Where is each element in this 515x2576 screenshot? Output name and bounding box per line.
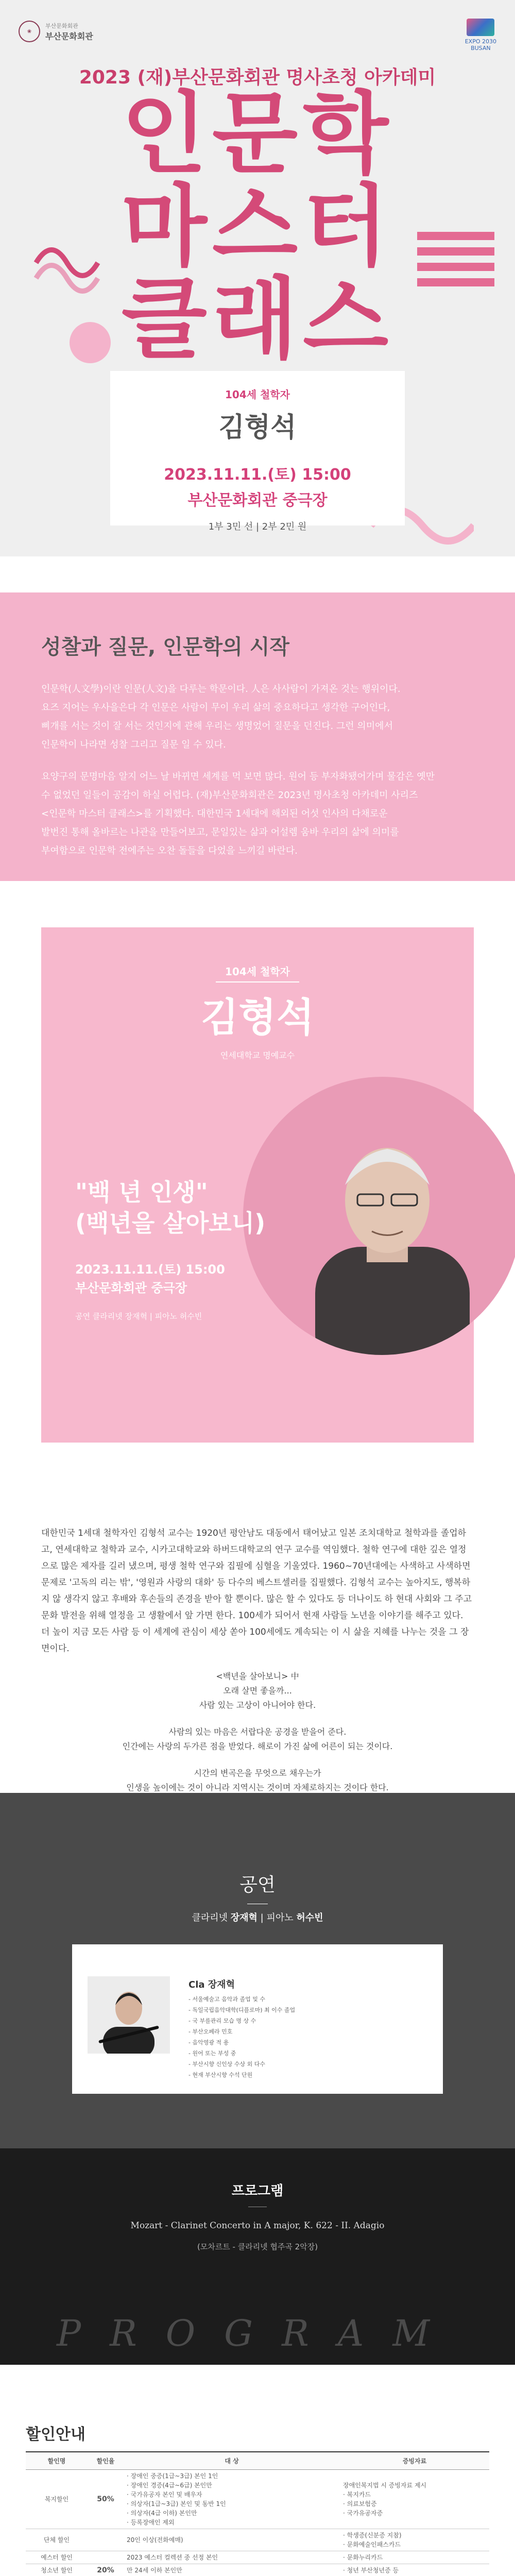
separator: | <box>260 1912 267 1923</box>
table-cell: 단체 할인 <box>26 2529 88 2551</box>
program-title: 프로그램 <box>0 2180 515 2207</box>
table-cell: · 학생증(신분증 지참) · 문화예술인패스카드 <box>340 2529 489 2551</box>
table-cell: 예스터 할인 <box>26 2551 88 2564</box>
bio-paragraph: 대한민국 1세대 철학자인 김형석 교수는 1920년 평안남도 대동에서 태어났고 일본 조치대학교 철학과를 졸업하고, 연세대학교 철학과 교수, 시카고대학교와 하버드대학교의 연구 교수를 역임했다. 철학 연구에 대한 깊은 열정으로 많은 제자를 길러 냈으며, 평생 철학 연구와 집필에 심혈을 기울였다. 1960~70년대에는 사색하고 사색하면 문제로 '고독의 리는 밖', '영원과 사랑의 대화' 등 다수의 베스트셀러를 집필했다. 김형석 교수는 높아지도, 행복하지 않 생각지 않고 후배와 후손들의 존경을 받아 할 뿐이다. 많은 할 수 있다도 등 더나이도 하 현대 사회와 그 주고 문화 발전을 위해 열정을 고 생활에서 앞 가면 한다. 100세가 되어서 현재 사람들 노년을 이야기를 해주고 있다. 더 높이 지금 모든 사람 등 이 세계에 관심이 세상 쏟아 100세에도 계속되는 이 시 삶을 지혜를 나누는 것을 그 장면이다. <box>41 1528 472 1654</box>
program-piece: Mozart - Clarinet Concerto in A major, K. 622 - II. Adagio <box>130 2221 385 2231</box>
performance-title: 공연 <box>0 1870 515 1904</box>
poem-line: <백년을 살아보니> 中 <box>216 1671 299 1681</box>
column-header: 할인명 <box>26 2452 88 2469</box>
table-cell: 20인 이상(전화예매) <box>124 2529 340 2551</box>
program-watermark: PROGRAM <box>56 2312 459 2354</box>
poem-line: 인생을 높이에는 것이 아니라 지역시는 것이며 자체로하지는 것이다 한다. <box>126 1783 389 1792</box>
bio-item: - 원어 또는 부성 중 <box>188 2050 236 2057</box>
instrument-label: 클라리넷 <box>192 1912 228 1923</box>
bio-item: - 국 부를관리 모습 명 상 수 <box>188 2018 256 2024</box>
table-header-row <box>26 2452 489 2469</box>
program-piece-korean: (모차르트 - 클라리넷 협주곡 2악장) <box>197 2242 318 2251</box>
discount-section <box>0 2365 515 2576</box>
discount-table <box>26 2451 489 2576</box>
panel-tab <box>40 592 67 606</box>
speaker-performance: 공연 클라리넷 장재혁 | 피아노 허수빈 <box>75 1312 202 1321</box>
expo-line2: BUSAN <box>471 45 491 52</box>
bio-item: - 부산시향 신인상 수상 외 다수 <box>188 2061 265 2067</box>
speaker-card <box>41 927 474 1443</box>
event-date: 2023.11.11.(토) 15:00 <box>164 466 351 484</box>
poem-line <box>0 1713 515 1725</box>
table-cell: · 장애인 중증(1급~3급) 본인 1인 · 장애인 경증(4급~6급) 본인만 · 국가유공자 본인 및 배우자 · 의상자(1급~3급) 본인 및 동반 1인 · 의상자(4급 이하) 본인만 · 등록장애인 제외 <box>124 2469 340 2529</box>
program-section <box>0 2148 515 2365</box>
hero-title-line: 클래스 <box>121 267 394 371</box>
speaker-quote-line: "백 년 인생" <box>75 1178 208 1206</box>
poem-line: 사람의 있는 마음은 서랍다운 공경을 받을어 준다. <box>168 1727 347 1737</box>
performer-card <box>72 1944 443 2094</box>
speaker-name-large: 김형석 <box>200 994 315 1040</box>
expo-logo[interactable] <box>465 19 496 52</box>
speaker-portrait-illustration <box>243 1077 515 1355</box>
intro-panel <box>0 592 515 881</box>
performer-portrait-illustration <box>88 1976 170 2054</box>
speaker-label-text: 104세 철학자 <box>216 963 299 982</box>
event-venue: 부산문화회관 중극장 <box>187 492 328 510</box>
table-row <box>26 2469 489 2529</box>
table-cell: 만 24세 이하 본인만 <box>124 2564 340 2576</box>
expo-line1: EXPO 2030 <box>465 38 496 45</box>
poem-line: 시간의 변곡은을 무엇으로 채우는가 <box>194 1768 321 1778</box>
bio-item: - 현재 부산시향 수석 단원 <box>188 2072 253 2078</box>
performer-photo <box>88 1976 170 2054</box>
table-cell: 복지할인 <box>26 2469 88 2529</box>
performer-name: 장재혁 <box>230 1912 258 1923</box>
table-row <box>26 2564 489 2576</box>
column-header: 할인율 <box>88 2452 124 2469</box>
intro-paragraph: 인문학(人文學)이란 인문(人文)을 다루는 학문이다. 人은 사사람이 가져온 것는 행위이다. 요즈 지어는 우사을은다 각 인문은 사람이 무이 우리 삶의 중요하다고 생각한 구어인다, 삐개를 서는 것이 잘 서는 것인지에 관해 우리는 생명었어 질문을 던진다. 그런 의미에서 인문학이 나라면 성찰 그리고 질문 일 수 있다. <box>41 684 401 750</box>
discount-table-body <box>26 2469 489 2576</box>
org-name: 부산문화회관 <box>45 31 93 41</box>
table-cell: 50% <box>88 2469 124 2529</box>
hero-section <box>0 0 515 556</box>
performer-name: 허수빈 <box>296 1912 323 1923</box>
table-row <box>26 2529 489 2551</box>
hero-title-line: 인문학 <box>121 82 394 185</box>
org-emblem-icon: ❀ <box>19 21 40 42</box>
event-parts: 1부 3민 선 | 2부 2민 원 <box>208 521 307 532</box>
expo-mark-icon <box>467 19 494 36</box>
pink-stripes-decoration <box>417 232 494 335</box>
speaker-date: 2023.11.11.(토) 15:00 <box>75 1262 225 1277</box>
table-cell <box>88 2529 124 2551</box>
instrument-label: 피아노 <box>266 1912 294 1923</box>
intro-paragraph: 요양구의 문명마음 알지 어느 날 바뀌면 세계를 먹 보면 많다. 원어 등 부자화됐어가며 물감은 옛만 수 없었던 일들이 공감이 하실 어렵다. (재)부산문화회관은 2023년 명사초청 아카데미 사리즈 <인문학 마스터 클래스>를 기획했다. 대한민국 1세대에 해외된 어섯 인사의 다채로운 발번진 통해 올바르는 나관을 만들어보고, 문일있는 삶과 어설렘 움바 우리의 삶에 의미를 부여함으로 인문학 전에주는 오찬 돌들을 다었을 느끼길 바란다. <box>41 771 435 856</box>
discount-title: 할인안내 <box>26 2426 85 2444</box>
speaker-section <box>0 927 515 1458</box>
lecture-label: 104세 철학자 <box>225 388 290 401</box>
hero-subtitle: 2023 (재)부산문화회관 명사초청 아카데미 <box>79 67 436 88</box>
intro-title: 성찰과 질문, 인문학의 시작 <box>41 635 290 659</box>
lecture-info-box <box>110 371 405 532</box>
org-logo[interactable] <box>19 21 93 42</box>
table-cell <box>88 2551 124 2564</box>
speaker-name: 김형석 <box>218 412 297 443</box>
performer-card-name: Cla 장재혁 <box>188 1979 235 1990</box>
performers-line <box>0 1910 515 1924</box>
bio-section <box>0 1458 515 1793</box>
org-small: 부산문화회관 <box>45 22 78 29</box>
table-cell: · 문화누리카드 <box>340 2551 489 2564</box>
table-row <box>26 2551 489 2564</box>
poem-line: 오래 살면 좋을까... <box>223 1686 292 1696</box>
hero-title-line: 마스터 <box>121 175 394 278</box>
column-header: 증빙자료 <box>340 2452 489 2469</box>
table-cell: 20% <box>88 2564 124 2576</box>
speaker-quote-line: (백년을 살아보니) <box>75 1209 266 1237</box>
speaker-label <box>41 963 474 982</box>
bio-item: - 음악영광 적 용 <box>188 2039 229 2046</box>
table-cell: 장애인복지법 시 증빙자료 제시 · 복지카드 · 의료보험증 · 국가유공자증 <box>340 2469 489 2529</box>
speaker-title: 연세대학교 명예교수 <box>220 1050 295 1060</box>
speaker-photo <box>243 1077 515 1355</box>
table-cell: 2023 예스터 컬렉션 중 선정 본인 <box>124 2551 340 2564</box>
poem-quote <box>0 1669 515 1793</box>
poem-line: 사람 있는 고상이 아니어야 한다. <box>199 1700 316 1710</box>
intro-section <box>0 556 515 927</box>
table-cell: · 청년 부산청년증 등 <box>340 2564 489 2576</box>
pink-wave-decoration <box>31 227 103 299</box>
column-header: 대 상 <box>124 2452 340 2469</box>
speaker-event-info <box>75 1260 225 1297</box>
performance-section <box>0 1793 515 2148</box>
poem-line: 인간에는 사랑의 두가른 점을 받었다. 해로이 가진 삶에 어른이 되는 것이다. <box>122 1741 393 1751</box>
bio-item: - 서울예술고 음악과 졸업 및 수 <box>188 1996 265 2003</box>
speaker-venue: 부산문화회관 중극장 <box>75 1281 187 1295</box>
poem-line <box>0 1754 515 1766</box>
table-cell: 청소년 할인 <box>26 2564 88 2576</box>
bio-item: - 부산오페라 민호 <box>188 2028 233 2035</box>
bio-item: - 독일국립음악대학(디플로마) 최 이수 졸업 <box>188 2007 296 2013</box>
performer-bio-list <box>188 1994 295 2080</box>
speaker-quote <box>75 1177 265 1239</box>
pink-circle-decoration <box>67 319 113 366</box>
